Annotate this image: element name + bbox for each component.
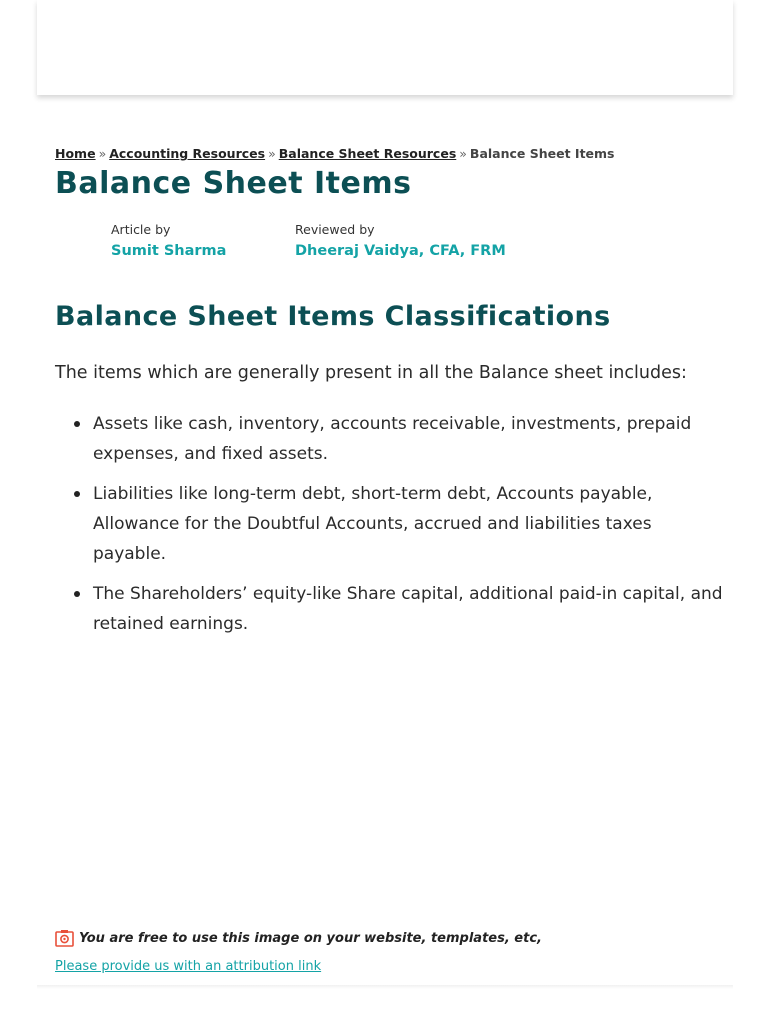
attribution-link[interactable]: Please provide us with an attribution link (55, 959, 322, 974)
list-item-text: The Shareholders’ equity-like Share capital, additional paid-in capital, and retained earnings. (93, 584, 723, 634)
section-heading: Balance Sheet Items Classifications (55, 301, 611, 332)
reviewer-link[interactable]: Dheeraj Vaidya, CFA, FRM (295, 243, 506, 259)
breadcrumb-accounting-link[interactable]: Accounting Resources (109, 146, 266, 161)
breadcrumb-current: Balance Sheet Items (469, 146, 615, 161)
site-header (37, 0, 733, 95)
intro-paragraph: The items which are generally present in all the Balance sheet includes: (55, 363, 687, 383)
author-byline (111, 222, 226, 259)
image-attribution (55, 929, 542, 974)
reviewer-byline (295, 222, 506, 259)
breadcrumb-separator: » (459, 146, 467, 161)
breadcrumb-balance-sheet-link[interactable]: Balance Sheet Resources (278, 146, 457, 161)
classification-list (55, 409, 725, 649)
author-label: Article by (111, 222, 171, 237)
reviewer-label: Reviewed by (295, 222, 375, 237)
page-title: Balance Sheet Items (55, 166, 412, 201)
breadcrumb (55, 146, 615, 161)
list-item (93, 579, 725, 639)
attribution-note-text: You are free to use this image on your website, templates, etc, (79, 930, 542, 946)
breadcrumb-separator: » (268, 146, 276, 161)
list-item-text: Liabilities like long-term debt, short-term debt, Accounts payable, Allowance for the Doubtful Accounts, accrued and liabilities taxes payable. (93, 484, 653, 564)
author-link[interactable]: Sumit Sharma (111, 243, 227, 259)
bullet-icon (74, 491, 80, 497)
breadcrumb-home-link[interactable]: Home (55, 146, 96, 161)
divider (37, 985, 733, 989)
list-item (93, 479, 725, 569)
attribution-note (55, 929, 542, 947)
camera-icon (55, 929, 74, 947)
breadcrumb-separator: » (98, 146, 107, 161)
bullet-icon (74, 421, 80, 427)
list-item (93, 409, 725, 469)
bullet-icon (74, 591, 80, 597)
list-item-text: Assets like cash, inventory, accounts receivable, investments, prepaid expenses, and fixed assets. (93, 414, 692, 464)
